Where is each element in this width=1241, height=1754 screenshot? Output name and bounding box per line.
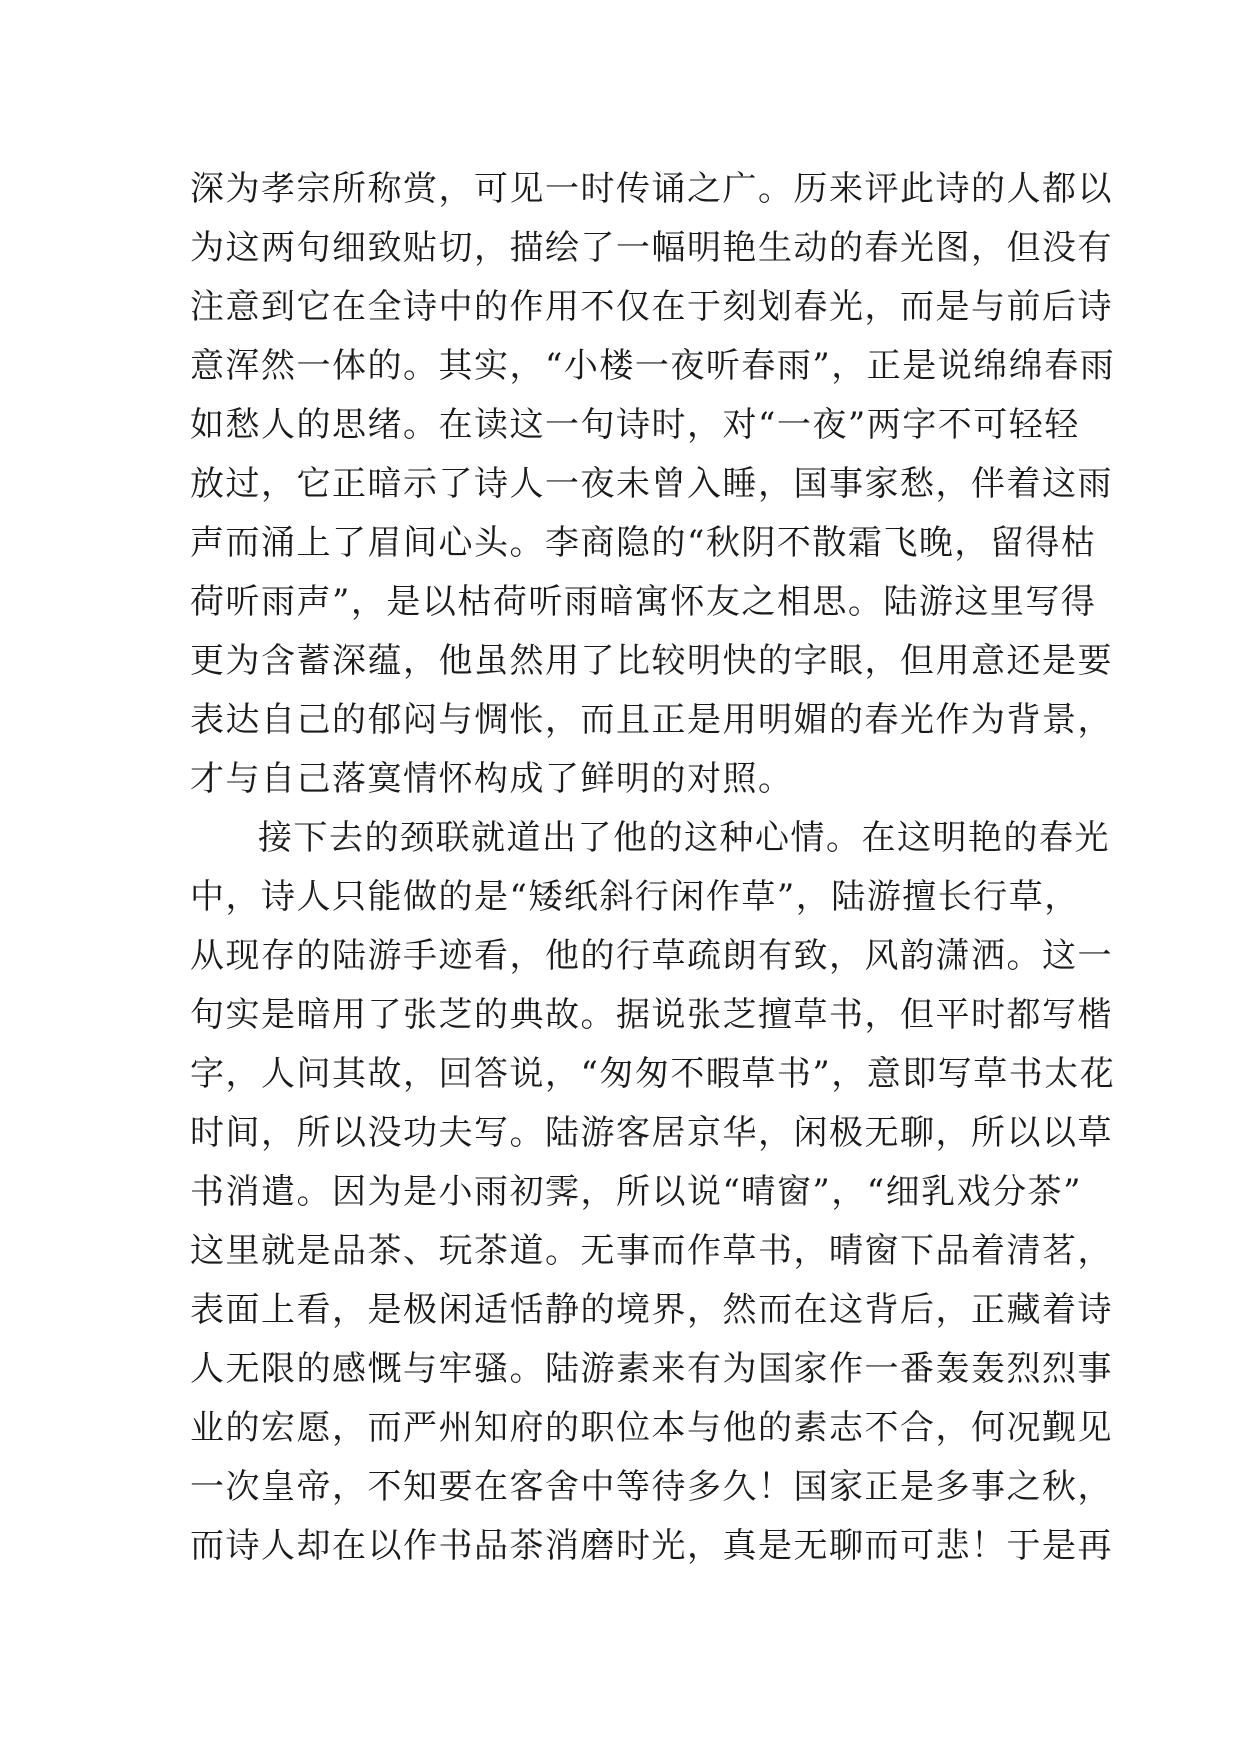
text-line: 放过，它正暗示了诗人一夜未曾入睡，国事家愁，伴着这雨 (190, 464, 1113, 504)
text-line: 这里就是品茶、玩茶道。无事而作草书，晴窗下品着清茗， (190, 1231, 1113, 1271)
text-line: 中，诗人只能做的是“矮纸斜行闲作草”，陆游擅长行草， (190, 877, 1080, 917)
text-line: 深为孝宗所称赏，可见一时传诵之广。历来评此诗的人都以 (190, 169, 1113, 209)
text-line: 表达自己的郁闷与惆怅，而且正是用明媚的春光作为背景， (190, 700, 1113, 740)
text-line: 才与自己落寞情怀构成了鲜明的对照。 (190, 759, 794, 799)
text-line: 一次皇帝，不知要在客舍中等待多久！国家正是多事之秋， (190, 1467, 1113, 1507)
text-line: 人无限的感慨与牢骚。陆游素来有为国家作一番轰轰烈烈事 (190, 1349, 1113, 1389)
text-line: 从现存的陆游手迹看，他的行草疏朗有致，风韵潇洒。这一 (190, 936, 1113, 976)
text-line: 为这两句细致贴切，描绘了一幅明艳生动的春光图，但没有 (190, 228, 1113, 268)
text-line: 如愁人的思绪。在读这一句诗时，对“一夜”两字不可轻轻 (190, 405, 1080, 445)
text-line: 注意到它在全诗中的作用不仅在于刻划春光，而是与前后诗 (190, 287, 1113, 327)
text-line: 荷听雨声”，是以枯荷听雨暗寓怀友之相思。陆游这里写得 (190, 582, 1097, 622)
text-line: 业的宏愿，而严州知府的职位本与他的素志不合，何况觐见 (190, 1408, 1113, 1448)
text-line: 书消遣。因为是小雨初霁，所以说“晴窗”，“细乳戏分茶” (190, 1172, 1083, 1212)
text-line: 表面上看，是极闲适恬静的境界，然而在这背后，正藏着诗 (190, 1290, 1113, 1330)
text-line: 句实是暗用了张芝的典故。据说张芝擅草书，但平时都写楷 (190, 995, 1113, 1035)
text-line: 声而涌上了眉间心头。李商隐的“秋阴不散霜飞晚，留得枯 (190, 523, 1097, 563)
text-line: 意浑然一体的。其实，“小楼一夜听春雨”，正是说绵绵春雨 (190, 346, 1116, 386)
text-line: 而诗人却在以作书品茶消磨时光，真是无聊而可悲！于是再 (190, 1526, 1113, 1566)
text-line: 字，人问其故，回答说，“匆匆不暇草书”，意即写草书太花 (190, 1054, 1116, 1094)
paragraph-start-line: 接下去的颈联就道出了他的这种心情。在这明艳的春光 (258, 818, 1110, 858)
text-line: 更为含蓄深蕴，他虽然用了比较明快的字眼，但用意还是要 (190, 641, 1113, 681)
text-line: 时间，所以没功夫写。陆游客居京华，闲极无聊，所以以草 (190, 1113, 1113, 1153)
body-text (190, 160, 1116, 1576)
